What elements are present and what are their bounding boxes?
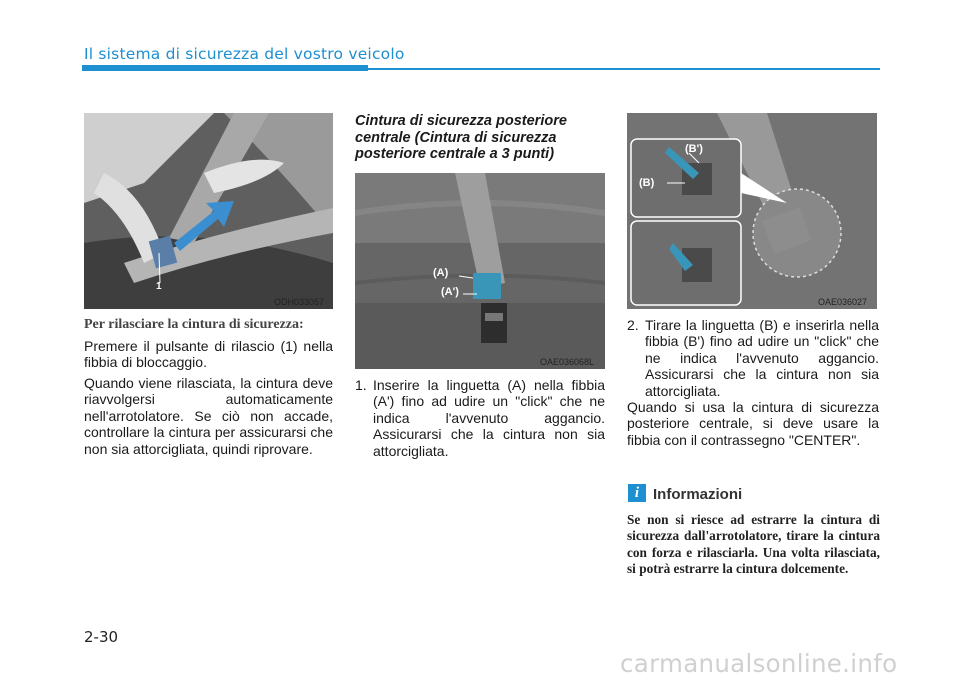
step-2 <box>627 317 879 399</box>
release-subheading: Per rilasciare la cintura di sicurezza: <box>84 317 304 332</box>
step-2-number: 2. <box>627 317 639 333</box>
belt-release-illustration <box>84 113 333 309</box>
label-a: (A) <box>433 267 449 279</box>
page-number: 2-30 <box>84 628 119 646</box>
watermark: carmanualsonline.info <box>620 649 898 678</box>
figure-callout-1: 1 <box>156 281 162 292</box>
step-1 <box>355 377 605 459</box>
figure-code-1: ODH033057 <box>274 297 325 307</box>
figure-belt-release <box>84 113 333 309</box>
info-icon: i <box>628 484 646 502</box>
release-paragraph-2: Quando viene rilasciata, la cintura deve riavvolgersi automaticamente nell'arrotolatore. Se ciò non accade, controllare la cintura per assicurarsi che non sia attorcigliata, quindi riprovare. <box>84 375 333 457</box>
figure-tongue-insert <box>355 173 605 369</box>
step-1-text: Inserire la linguetta (A) nella fibbia (A') fino ad udire un "click" che ne indica l'avvenuto aggancio. Assicurarsi che la cintura non sia attorcigliata. <box>373 377 605 459</box>
info-title: Informazioni <box>653 486 743 503</box>
figure-buckle-insert <box>627 113 877 309</box>
header-rule <box>368 68 880 70</box>
info-text: Se non si riesce ad estrarre la cintura di sicurezza dall'arrotolatore, tirare la cintura con forza e rilasciarla. Una volta rilasciata, si potrà estrarre la cintura dolcemente. <box>627 512 880 576</box>
figure-code-2: OAE036068L <box>540 357 595 367</box>
release-paragraph-1: Premere il pulsante di rilascio (1) nella fibbia di bloccaggio. <box>84 338 333 371</box>
step-2-text: Tirare la linguetta (B) e inserirla nella fibbia (B') fino ad udire un "click" che ne indica l'avvenuto aggancio. Assicurarsi che la cintura non sia attorcigliata. <box>645 317 879 399</box>
label-a-prime: (A') <box>441 286 459 298</box>
center-buckle-paragraph: Quando si usa la cintura di sicurezza posteriore centrale, si deve usare la fibbia con il contrassegno "CENTER". <box>627 399 879 448</box>
label-b-prime: (B') <box>685 143 703 155</box>
rear-center-belt-title: Cintura di sicurezza posteriore centrale (Cintura di sicurezza posteriore centrale a 3 punti) <box>355 113 567 162</box>
label-b: (B) <box>639 177 655 189</box>
step-1-number: 1. <box>355 377 367 393</box>
header-accent-bar <box>82 65 368 71</box>
buckle-insert-illustration <box>627 113 877 309</box>
tongue-insert-illustration <box>355 173 605 369</box>
figure-code-3: OAE036027 <box>818 297 868 307</box>
section-header-title: Il sistema di sicurezza del vostro veicolo <box>84 45 405 63</box>
